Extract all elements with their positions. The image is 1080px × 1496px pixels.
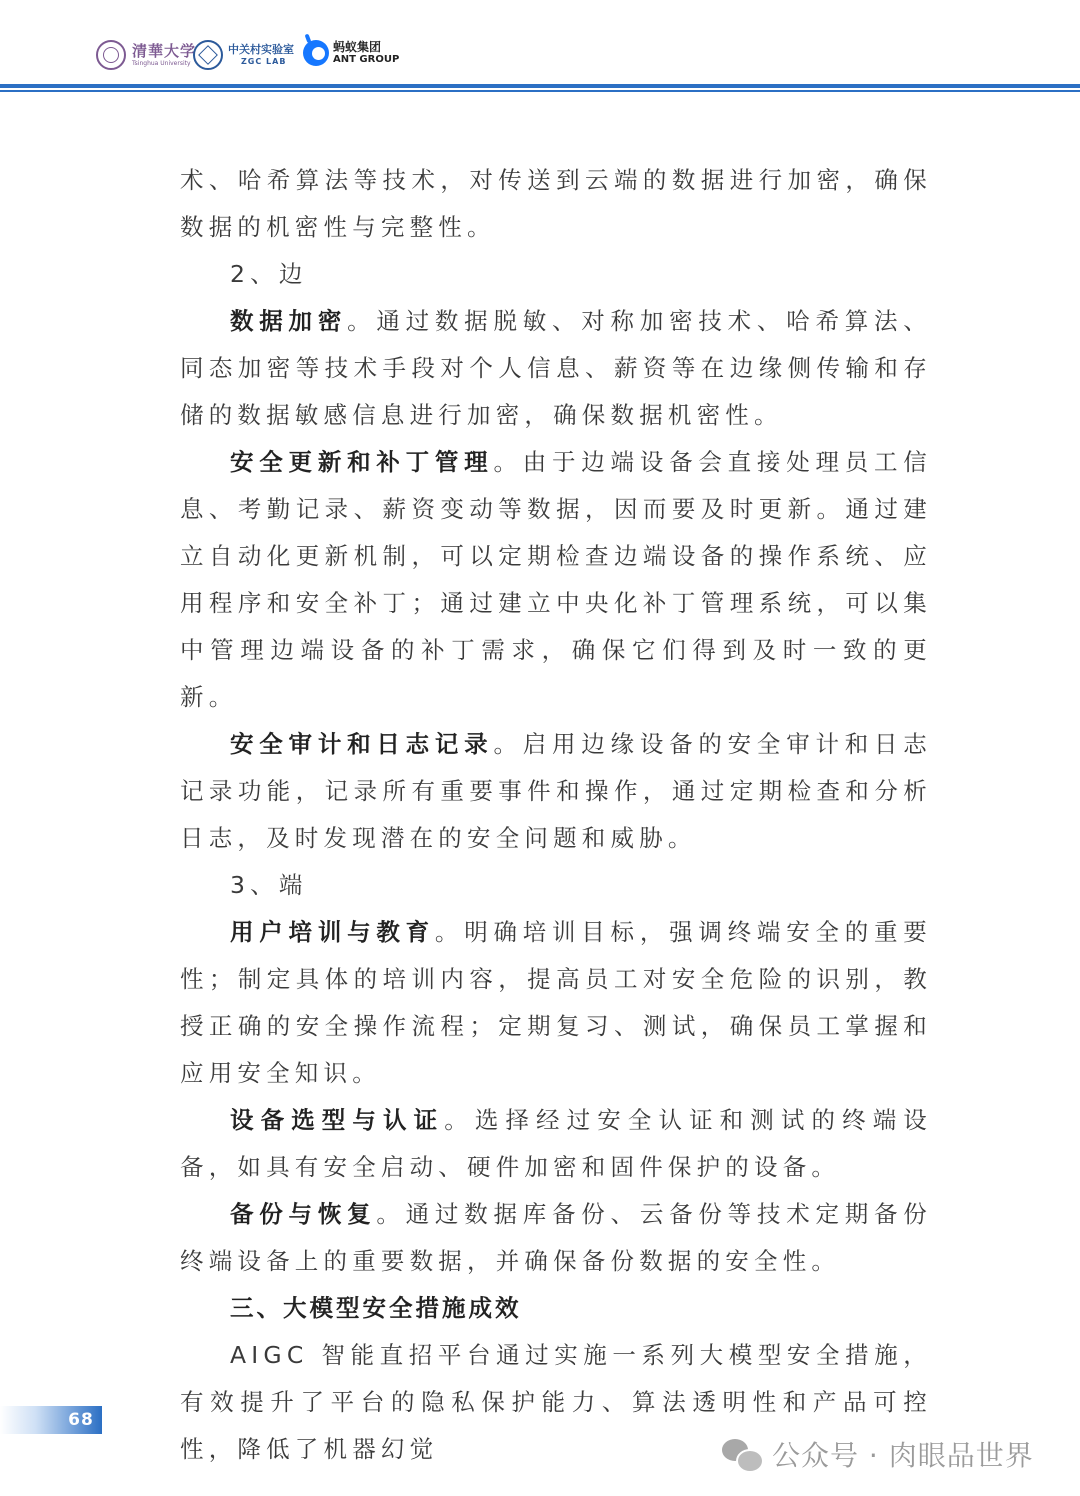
section-heading: 三、大模型安全措施成效 bbox=[230, 1294, 522, 1322]
tsinghua-seal-icon bbox=[96, 40, 126, 70]
tsinghua-name-en: Tsinghua University bbox=[132, 59, 191, 67]
paragraph-device-certification bbox=[180, 1097, 932, 1191]
list-item-terminal: 3、端 bbox=[230, 871, 308, 899]
ant-group-name-cn: 蚂蚁集团 bbox=[333, 40, 382, 54]
page-number: 68 bbox=[68, 1410, 94, 1430]
ant-group-logo bbox=[303, 40, 399, 66]
paragraph-patch-management bbox=[180, 439, 932, 721]
ant-group-name-en: ANT GROUP bbox=[333, 54, 400, 65]
term-backup-recovery: 备份与恢复 bbox=[230, 1200, 377, 1228]
term-audit-logging: 安全审计和日志记录 bbox=[230, 730, 494, 758]
header-rule-thick bbox=[0, 84, 1080, 88]
watermark-text: 公众号 · 肉眼品世界 bbox=[772, 1439, 1034, 1472]
paragraph-continuation: 术、哈希算法等技术，对传送到云端的数据进行加密，确保数据的机密性与完整性。 bbox=[180, 166, 932, 241]
wechat-watermark bbox=[722, 1432, 1034, 1476]
term-user-training: 用户培训与教育 bbox=[230, 918, 435, 946]
paragraph-user-training bbox=[180, 909, 932, 1097]
paragraph-data-encryption bbox=[180, 298, 932, 439]
zgc-lab-logo bbox=[193, 40, 294, 70]
tsinghua-name-cn: 清華大学 bbox=[132, 41, 197, 60]
paragraph-data-encryption-text: 。通过数据脱敏、对称加密技术、哈希算法、同态加密等技术手段对个人信息、薪资等在边缘侧传输和存储的数据敏感信息进行加密，确保数据机密性。 bbox=[180, 307, 932, 429]
document-body bbox=[180, 157, 932, 1473]
paragraph-backup-recovery bbox=[180, 1191, 932, 1285]
zgc-lab-name-en: ZGC LAB bbox=[241, 57, 287, 66]
zgc-lab-seal-icon bbox=[193, 40, 223, 70]
header-rule-thin bbox=[0, 90, 1080, 92]
page-header bbox=[0, 0, 1080, 95]
term-device-certification: 设备选型与认证 bbox=[230, 1106, 445, 1134]
paragraph-effectiveness: AIGC 智能直招平台通过实施一系列大模型安全措施，有效提升了平台的隐私保护能力、算法透明性和产品可控性，降低了机器幻觉 bbox=[180, 1341, 932, 1463]
term-data-encryption: 数据加密 bbox=[230, 307, 348, 335]
tsinghua-logo bbox=[96, 40, 196, 70]
paragraph-audit-logging-text: 。启用边缘设备的安全审计和日志记录功能，记录所有重要事件和操作，通过定期检查和分析日志，及时发现潜在的安全问题和威胁。 bbox=[180, 730, 932, 852]
paragraph-patch-management-text: 。由于边端设备会直接处理员工信息、考勤记录、薪资变动等数据，因而要及时更新。通过建立自动化更新机制，可以定期检查边端设备的操作系统、应用程序和安全补丁；通过建立中央化补丁管理系统，可以集中管理边端设备的补丁需求，确保它们得到及时一致的更新。 bbox=[180, 448, 932, 711]
wechat-icon bbox=[722, 1437, 762, 1471]
paragraph-user-training-text: 。明确培训目标，强调终端安全的重要性；制定具体的培训内容，提高员工对安全危险的识别，教授正确的安全操作流程；定期复习、测试，确保员工掌握和应用安全知识。 bbox=[180, 918, 932, 1087]
paragraph-device-certification-text: 。选择经过安全认证和测试的终端设备，如具有安全启动、硬件加密和固件保护的设备。 bbox=[180, 1106, 932, 1181]
ant-group-mark-icon bbox=[303, 40, 329, 66]
term-patch-management: 安全更新和补丁管理 bbox=[230, 448, 494, 476]
paragraph-backup-recovery-text: 。通过数据库备份、云备份等技术定期备份终端设备上的重要数据，并确保备份数据的安全性。 bbox=[180, 1200, 932, 1275]
zgc-lab-name-cn: 中关村实验室 bbox=[228, 43, 294, 56]
paragraph-audit-logging bbox=[180, 721, 932, 862]
list-item-edge: 2、边 bbox=[230, 260, 308, 288]
